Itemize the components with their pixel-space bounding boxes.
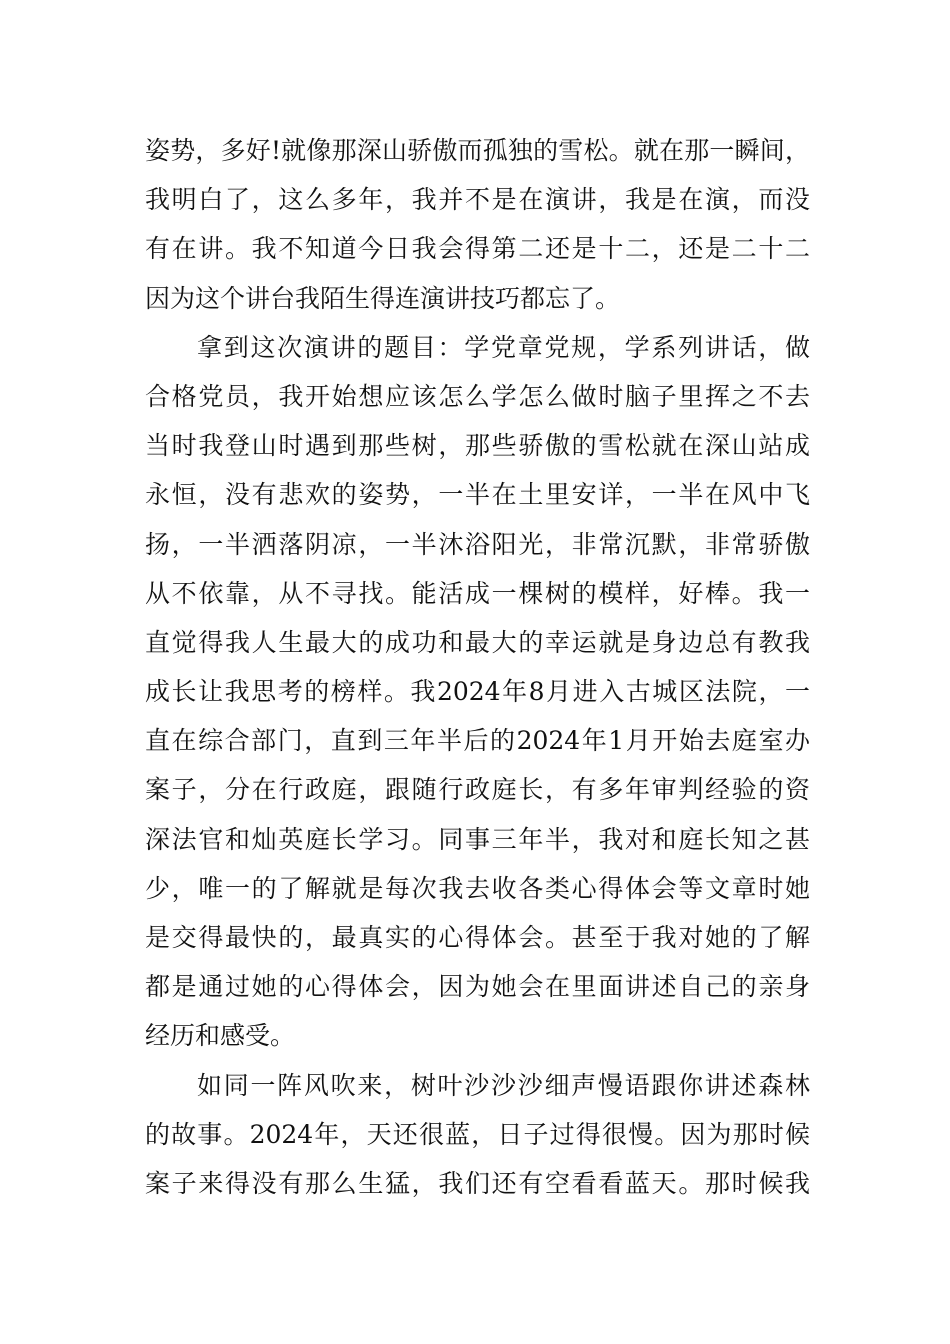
text-line: 都是通过她的心得体会，因为她会在里面讲述自己的亲身 bbox=[145, 972, 810, 1002]
paragraph-first-line: 拿到这次演讲的题目：学党章党规，学系列讲话，做 bbox=[197, 332, 810, 362]
text-line: 合格党员，我开始想应该怎么学怎么做时脑子里挥之不去 bbox=[145, 381, 810, 411]
text-line: 直觉得我人生最大的成功和最大的幸运就是身边总有教我 bbox=[145, 627, 810, 657]
text-line: 经历和感受。 bbox=[145, 1021, 296, 1051]
text-line: 扬，一半洒落阴凉，一半沐浴阳光，非常沉默，非常骄傲 bbox=[145, 529, 810, 559]
body-text bbox=[145, 126, 810, 1208]
text-line: 案子，分在行政庭，跟随行政庭长，有多年审判经验的资 bbox=[145, 775, 810, 805]
text-line: 是交得最快的，最真实的心得体会。甚至于我对她的了解 bbox=[145, 923, 810, 952]
text-line: 深法官和灿英庭长学习。同事三年半，我对和庭长知之甚 bbox=[145, 824, 810, 854]
text-line: 成长让我思考的榜样。我2024年8月进入古城区法院，一 bbox=[145, 677, 810, 707]
text-line: 姿势，多好!就像那深山骄傲而孤独的雪松。就在那一瞬间， bbox=[145, 136, 810, 165]
text-line: 少，唯一的了解就是每次我去收各类心得体会等文章时她 bbox=[145, 873, 810, 903]
text-line: 因为这个讲台我陌生得连演讲技巧都忘了。 bbox=[145, 283, 621, 313]
text-line: 从不依靠，从不寻找。能活成一棵树的模样，好棒。我一 bbox=[145, 578, 810, 608]
text-line: 永恒，没有悲欢的姿势，一半在土里安详，一半在风中飞 bbox=[145, 480, 810, 510]
text-line: 直在综合部门，直到三年半后的2024年1月开始去庭室办 bbox=[145, 726, 810, 756]
text-line: 我明白了，这么多年，我并不是在演讲，我是在演，而没 bbox=[145, 185, 810, 215]
text-line: 有在讲。我不知道今日我会得第二还是十二，还是二十二 bbox=[145, 234, 810, 264]
text-line: 的故事。2024年，天还很蓝，日子过得很慢。因为那时候 bbox=[145, 1119, 810, 1149]
text-line: 当时我登山时遇到那些树，那些骄傲的雪松就在深山站成 bbox=[145, 431, 810, 461]
text-line: 案子来得没有那么生猛，我们还有空看看蓝天。那时候我 bbox=[145, 1168, 810, 1198]
paragraph-first-line: 如同一阵风吹来，树叶沙沙沙细声慢语跟你讲述森林 bbox=[197, 1070, 810, 1100]
